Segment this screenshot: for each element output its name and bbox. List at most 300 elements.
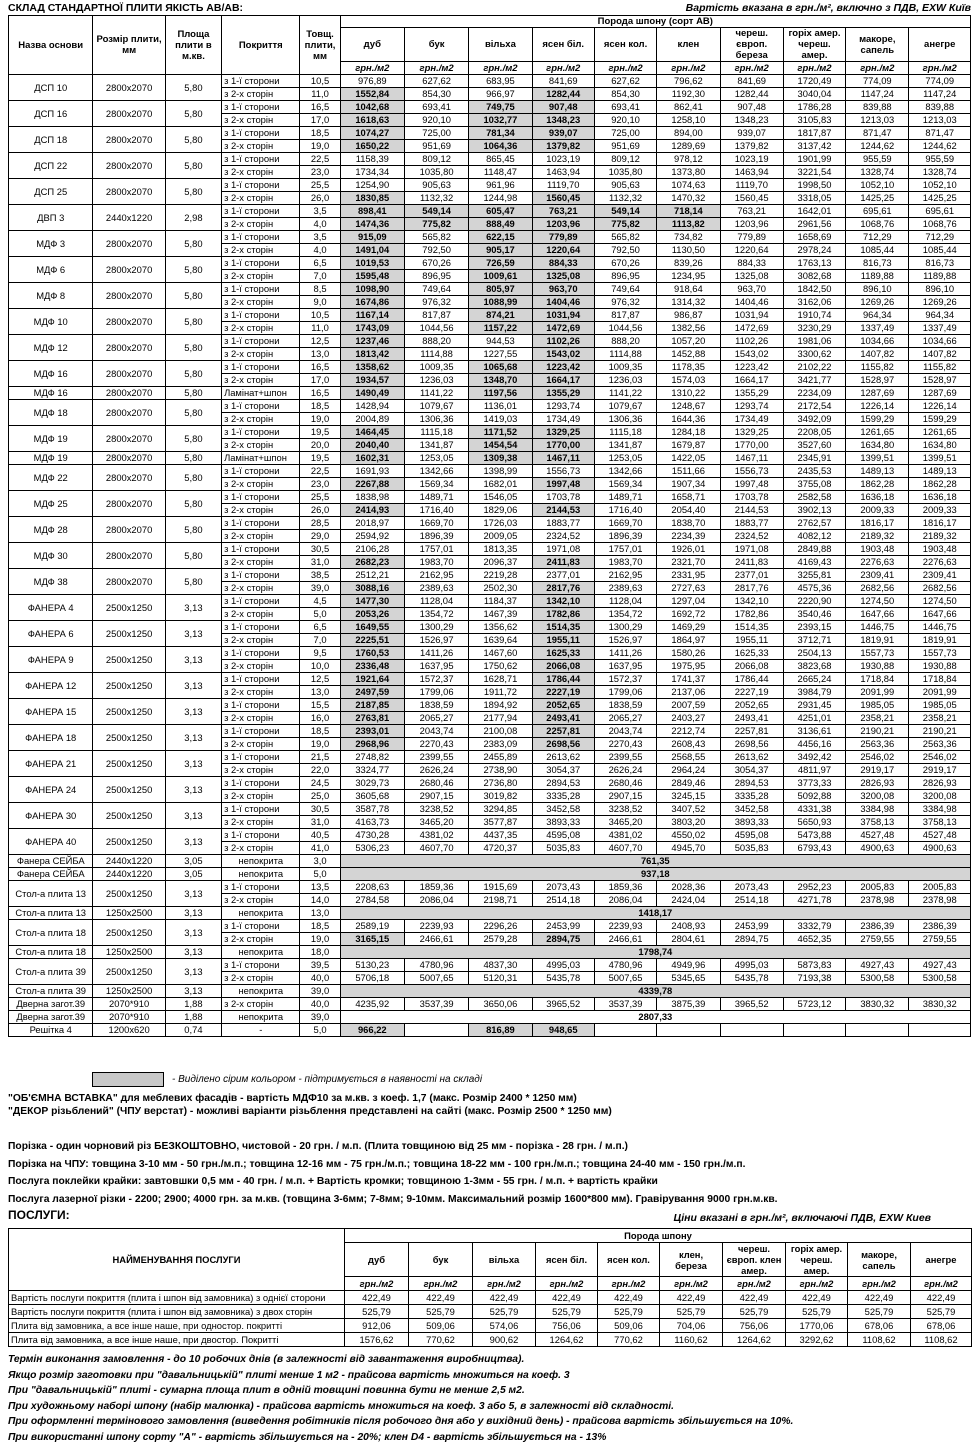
price-cell: 5345,65 xyxy=(657,972,720,985)
price-cell: 1642,01 xyxy=(783,205,845,218)
price-cell: 1716,40 xyxy=(404,504,468,517)
price-cell: 1819,91 xyxy=(909,634,971,647)
sheet-area: 3,13 xyxy=(165,946,221,959)
price-cell: 5092,88 xyxy=(783,790,845,803)
species-header: вільха xyxy=(469,28,532,62)
price-cell: 2894,75 xyxy=(532,933,594,946)
base-name: Стол-а плита 39 xyxy=(9,959,93,985)
price-cell: 1490,49 xyxy=(340,387,404,400)
price-cell: 2106,28 xyxy=(340,543,404,556)
price-cell: 976,32 xyxy=(594,296,656,309)
price-cell: 1552,84 xyxy=(340,88,404,101)
price-cell: 2257,81 xyxy=(532,725,594,738)
price-cell: 4437,35 xyxy=(469,829,532,842)
price-cell: 2187,85 xyxy=(340,699,404,712)
price-cell: 896,95 xyxy=(594,270,656,283)
price-cell: 839,88 xyxy=(846,101,909,114)
price-cell: 1446,75 xyxy=(846,621,909,634)
base-name: ФАНЕРА 30 xyxy=(9,803,93,829)
price-cell: 1901,99 xyxy=(783,153,845,166)
price-cell: 2961,56 xyxy=(783,218,845,231)
price-cell: 2053,26 xyxy=(340,608,404,621)
table-row xyxy=(9,426,971,439)
sheet-area: 3,13 xyxy=(165,959,221,985)
price-cell: 3384,98 xyxy=(846,803,909,816)
price-cell: 1355,29 xyxy=(720,387,783,400)
price-cell: 3238,52 xyxy=(594,803,656,816)
price-cell: 2091,99 xyxy=(909,686,971,699)
price-cell: 1258,10 xyxy=(657,114,720,127)
price-cell: 509,06 xyxy=(598,1319,660,1333)
price-cell: 2234,39 xyxy=(657,530,720,543)
price-cell: 976,89 xyxy=(340,75,404,88)
price-cell: 2212,74 xyxy=(657,725,720,738)
price-cell: 1157,22 xyxy=(469,322,532,335)
price-cell: 1557,73 xyxy=(846,647,909,660)
price-cell: 1203,96 xyxy=(720,218,783,231)
price-cell: 422,49 xyxy=(409,1291,473,1305)
price-cell: 5007,65 xyxy=(404,972,468,985)
price-cell: 1031,94 xyxy=(720,309,783,322)
price-cell: 2389,63 xyxy=(404,582,468,595)
base-name: Дверна загот.39 xyxy=(9,1011,93,1024)
species-header: ясен кол. xyxy=(594,28,656,62)
price-cell: 920,10 xyxy=(404,114,468,127)
coating: з 1-ї сторони xyxy=(222,361,300,374)
price-cell: 1560,45 xyxy=(532,192,594,205)
price-cell: 2052,65 xyxy=(532,699,594,712)
price-cell: 1734,49 xyxy=(532,413,594,426)
price-cell: 2324,52 xyxy=(532,530,594,543)
price-cell: 1236,03 xyxy=(404,374,468,387)
service-row xyxy=(9,1305,972,1319)
base-name: ФАНЕРА 18 xyxy=(9,725,93,751)
price-cell: 1981,06 xyxy=(783,335,845,348)
price-cell: 2190,21 xyxy=(909,725,971,738)
service-name: Вартість послуги покриття (плита і шпон від замовника) з двох сторін xyxy=(9,1305,345,1319)
sheet-size: 2070*910 xyxy=(93,1011,165,1024)
coating: з 1-ї сторони xyxy=(222,75,300,88)
price-cell: 1399,51 xyxy=(909,452,971,465)
base-name: Стол-а плита 18 xyxy=(9,920,93,946)
price-cell: 907,48 xyxy=(532,101,594,114)
price-cell: 2919,17 xyxy=(909,764,971,777)
thickness: 26,0 xyxy=(300,504,340,517)
price-cell: 961,96 xyxy=(469,179,532,192)
price-cell: 2386,39 xyxy=(846,920,909,933)
thickness: 4,0 xyxy=(300,218,340,231)
price-cell: 3221,54 xyxy=(783,166,845,179)
price-cell: 1618,63 xyxy=(340,114,404,127)
price-cell: 1132,32 xyxy=(594,192,656,205)
price-cell: 1862,28 xyxy=(846,478,909,491)
price-cell: 1830,85 xyxy=(340,192,404,205)
price-cell: 2198,71 xyxy=(469,894,532,907)
coating: з 1-ї сторони xyxy=(222,673,300,686)
thickness: 5,0 xyxy=(300,1024,340,1037)
price-cell: 1128,04 xyxy=(404,595,468,608)
coating: з 1-ї сторони xyxy=(222,179,300,192)
table-row xyxy=(9,517,971,530)
price-cell: 1718,84 xyxy=(909,673,971,686)
price-cell: 422,49 xyxy=(536,1291,598,1305)
price-cell: 1293,74 xyxy=(720,400,783,413)
price-cell: 774,09 xyxy=(846,75,909,88)
price-cell: 1489,13 xyxy=(909,465,971,478)
price-cell: 1057,20 xyxy=(657,335,720,348)
price-cell: 3029,73 xyxy=(340,777,404,790)
thickness: 18,5 xyxy=(300,127,340,140)
price-cell: 1467,39 xyxy=(469,608,532,621)
sheet-size: 2800х2070 xyxy=(93,361,165,387)
services-table xyxy=(8,1228,972,1347)
table-row xyxy=(9,699,971,712)
price-cell: 5035,83 xyxy=(720,842,783,855)
sheet-size: 2500х1250 xyxy=(93,829,165,855)
price-cell: 4607,70 xyxy=(404,842,468,855)
price-cell xyxy=(404,1024,468,1037)
price-cell: 964,34 xyxy=(846,309,909,322)
table-row xyxy=(9,868,971,881)
price-cell: 2018,97 xyxy=(340,517,404,530)
sheet-size: 2500х1250 xyxy=(93,751,165,777)
veneer-group-header: Порода шпону xyxy=(345,1229,972,1243)
sheet-area: 5,80 xyxy=(165,335,221,361)
price-cell: 1074,27 xyxy=(340,127,404,140)
base-name: ДСП 25 xyxy=(9,179,93,205)
price-cell: 3452,58 xyxy=(720,803,783,816)
price-cell: 2377,01 xyxy=(532,569,594,582)
coating: - xyxy=(222,1024,300,1037)
price-cell: 2073,43 xyxy=(532,881,594,894)
price-cell: 1114,88 xyxy=(404,348,468,361)
price-cell: 1491,04 xyxy=(340,244,404,257)
price-cell: 2220,90 xyxy=(783,595,845,608)
service-name: Плита від замовника, а все інше наше, при одностор. покритті xyxy=(9,1319,345,1333)
thickness: 12,5 xyxy=(300,335,340,348)
coating: непокрита xyxy=(222,946,300,959)
sheet-area: 3,13 xyxy=(165,803,221,829)
coating: з 1-ї сторони xyxy=(222,335,300,348)
base-name: МДФ 22 xyxy=(9,465,93,491)
coating: з 2-х сторін xyxy=(222,296,300,309)
price-cell: 3758,13 xyxy=(909,816,971,829)
thickness: 25,5 xyxy=(300,491,340,504)
price-cell: 1227,55 xyxy=(469,348,532,361)
price-cell: 2665,24 xyxy=(783,673,845,686)
price-cell: 4169,43 xyxy=(783,556,845,569)
base-name: МДФ 28 xyxy=(9,517,93,543)
price-cell: 1034,66 xyxy=(909,335,971,348)
price-cell: 1213,03 xyxy=(909,114,971,127)
price-cell: 3650,06 xyxy=(469,998,532,1011)
thickness: 5,0 xyxy=(300,608,340,621)
base-name: Стол-а плита 18 xyxy=(9,946,93,959)
col-size-header: Розмір плити, мм xyxy=(93,16,165,75)
price-cell: 2682,56 xyxy=(846,582,909,595)
price-cell: 1325,08 xyxy=(532,270,594,283)
price-cell: 2162,95 xyxy=(404,569,468,582)
price-cell: 865,45 xyxy=(469,153,532,166)
price-cell: 1896,39 xyxy=(594,530,656,543)
base-name: МДФ 38 xyxy=(9,569,93,595)
thickness: 19,5 xyxy=(300,426,340,439)
price-cell: 1763,13 xyxy=(783,257,845,270)
table-row xyxy=(9,153,971,166)
price-cell: 1171,52 xyxy=(469,426,532,439)
price-cell: 920,10 xyxy=(594,114,656,127)
price-cell: 627,62 xyxy=(404,75,468,88)
legend-swatch xyxy=(92,1072,164,1087)
sheet-size: 2440х1220 xyxy=(93,868,165,881)
price-cell: 1141,22 xyxy=(404,387,468,400)
price-cell: 2065,27 xyxy=(404,712,468,725)
price-cell: 4927,43 xyxy=(846,959,909,972)
price-cell: 3587,78 xyxy=(340,803,404,816)
price-cell: 1136,01 xyxy=(469,400,532,413)
unit-cell: грн./м2 xyxy=(660,1277,723,1291)
unit-cell: грн./м2 xyxy=(536,1277,598,1291)
coating: з 2-х сторін xyxy=(222,374,300,387)
table-row xyxy=(9,335,971,348)
thickness: 31,0 xyxy=(300,556,340,569)
base-name: МДФ 6 xyxy=(9,257,93,283)
price-cell: 725,00 xyxy=(594,127,656,140)
price-cell: 854,30 xyxy=(404,88,468,101)
price-cell: 1599,29 xyxy=(909,413,971,426)
price-cell: 1734,49 xyxy=(720,413,783,426)
price-cell: 3830,32 xyxy=(909,998,971,1011)
thickness: 22,5 xyxy=(300,153,340,166)
price-cell: 3318,05 xyxy=(783,192,845,205)
price-cell: 2466,61 xyxy=(404,933,468,946)
note-line: Порізка на ЧПУ: товщина 3-10 мм - 50 грн./м.п.; товщина 12-16 мм - 75 грн./м.п.; товщина 18-22 мм - 100 грн./м.п.; товщина 24-40 мм - 150 грн./м.п. xyxy=(8,1156,778,1174)
price-cell: 1342,66 xyxy=(404,465,468,478)
species-header: анегре xyxy=(909,28,971,62)
price-cell: 1682,01 xyxy=(469,478,532,491)
price-cell: 1985,05 xyxy=(909,699,971,712)
price-cell: 1838,59 xyxy=(594,699,656,712)
price-cell: 3492,09 xyxy=(783,413,845,426)
coating: з 1-ї сторони xyxy=(222,231,300,244)
uncoated-price: 1418,17 xyxy=(340,907,970,920)
base-name: МДФ 19 xyxy=(9,452,93,465)
price-cell: 1786,44 xyxy=(720,673,783,686)
price-cell: 1467,11 xyxy=(532,452,594,465)
price-cell: 1569,34 xyxy=(404,478,468,491)
unit-cell: грн./м2 xyxy=(469,62,532,75)
price-cell: 841,69 xyxy=(720,75,783,88)
price-cell: 3200,08 xyxy=(846,790,909,803)
price-cell: 1511,66 xyxy=(657,465,720,478)
price-cell: 1813,35 xyxy=(469,543,532,556)
price-cell: 1293,74 xyxy=(532,400,594,413)
price-cell: 1009,35 xyxy=(404,361,468,374)
price-cell: 1983,70 xyxy=(594,556,656,569)
sheet-area: 3,13 xyxy=(165,777,221,803)
thickness: 4,5 xyxy=(300,595,340,608)
price-cell: 2005,83 xyxy=(846,881,909,894)
price-cell: 2358,21 xyxy=(846,712,909,725)
price-cell: 4575,36 xyxy=(783,582,845,595)
price-cell: 1467,11 xyxy=(720,452,783,465)
price-cell: 2225,51 xyxy=(340,634,404,647)
table-row xyxy=(9,985,971,998)
price-cell: 1113,82 xyxy=(657,218,720,231)
price-cell: 5300,58 xyxy=(909,972,971,985)
price-cell: 907,48 xyxy=(720,101,783,114)
sheet-area: 5,80 xyxy=(165,517,221,543)
thickness: 25,5 xyxy=(300,179,340,192)
coating: з 2-х сторін xyxy=(222,582,300,595)
price-cell: 2826,93 xyxy=(846,777,909,790)
sheet-size: 2800х2070 xyxy=(93,387,165,400)
price-cell: 2964,24 xyxy=(657,764,720,777)
thickness: 19,0 xyxy=(300,933,340,946)
price-cell: 4927,43 xyxy=(909,959,971,972)
price-cell: 1983,70 xyxy=(404,556,468,569)
price-cell: 1009,61 xyxy=(469,270,532,283)
price-cell: 1454,54 xyxy=(469,439,532,452)
price-cell: 1477,30 xyxy=(340,595,404,608)
price-cell: 627,62 xyxy=(594,75,656,88)
base-name: МДФ 10 xyxy=(9,309,93,335)
species-header: вільха xyxy=(473,1243,536,1277)
price-cell xyxy=(783,1024,845,1037)
price-cell: 1197,56 xyxy=(469,387,532,400)
thickness: 13,5 xyxy=(300,881,340,894)
price-cell: 1625,33 xyxy=(532,647,594,660)
table-row xyxy=(9,595,971,608)
price-cell: 525,79 xyxy=(660,1305,723,1319)
unit-cell: грн./м2 xyxy=(911,1277,972,1291)
price-cell: 1930,88 xyxy=(846,660,909,673)
price-cell: 1253,05 xyxy=(404,452,468,465)
sheet-size: 2070*910 xyxy=(93,998,165,1011)
price-cell: 3984,79 xyxy=(783,686,845,699)
sheet-size: 2800х2070 xyxy=(93,283,165,309)
price-cell: 1703,78 xyxy=(720,491,783,504)
price-cell: 5873,83 xyxy=(783,959,845,972)
uncoated-price: 1798,74 xyxy=(340,946,970,959)
price-cell: 871,47 xyxy=(909,127,971,140)
price-cell: 1306,36 xyxy=(594,413,656,426)
price-cell: 525,79 xyxy=(848,1305,911,1319)
price-cell: 4995,03 xyxy=(720,959,783,972)
price-cell: 944,53 xyxy=(469,335,532,348)
price-cell: 1358,62 xyxy=(340,361,404,374)
price-cell: 1757,01 xyxy=(594,543,656,556)
price-cell: 1085,44 xyxy=(909,244,971,257)
sheet-area: 2,98 xyxy=(165,205,221,231)
coating: з 2-х сторін xyxy=(222,556,300,569)
price-cell: 1309,38 xyxy=(469,452,532,465)
base-name: Фанера СЕЙБА xyxy=(9,855,93,868)
price-cell: 862,41 xyxy=(657,101,720,114)
price-cell: 809,12 xyxy=(594,153,656,166)
price-cell: 1813,42 xyxy=(340,348,404,361)
price-cell: 1489,71 xyxy=(594,491,656,504)
price-cell: 809,12 xyxy=(404,153,468,166)
price-cell: 3537,39 xyxy=(594,998,656,1011)
table-row xyxy=(9,491,971,504)
thickness: 38,5 xyxy=(300,569,340,582)
base-name: ФАНЕРА 15 xyxy=(9,699,93,725)
price-cell: 565,82 xyxy=(594,231,656,244)
coating: з 1-ї сторони xyxy=(222,426,300,439)
thickness: 12,5 xyxy=(300,673,340,686)
price-cell: 898,41 xyxy=(340,205,404,218)
unit-cell: грн./м2 xyxy=(532,62,594,75)
price-cell: 1248,67 xyxy=(657,400,720,413)
price-cell: 888,20 xyxy=(594,335,656,348)
price-cell: 1034,66 xyxy=(846,335,909,348)
table-row xyxy=(9,309,971,322)
price-cell: 5130,23 xyxy=(340,959,404,972)
sheet-area: 3,13 xyxy=(165,699,221,725)
price-cell: 2613,62 xyxy=(720,751,783,764)
price-cell: 896,95 xyxy=(404,270,468,283)
price-cell: 2594,92 xyxy=(340,530,404,543)
price-cell: 2009,05 xyxy=(469,530,532,543)
price-cell: 900,62 xyxy=(473,1333,536,1347)
price-cell: 2453,99 xyxy=(720,920,783,933)
sheet-size: 2500х1250 xyxy=(93,699,165,725)
price-cell: 756,06 xyxy=(536,1319,598,1333)
price-cell: 905,63 xyxy=(404,179,468,192)
price-cell: 1264,62 xyxy=(723,1333,786,1347)
price-cell: 3332,79 xyxy=(783,920,845,933)
price-cell: 2399,55 xyxy=(594,751,656,764)
thickness: 24,5 xyxy=(300,777,340,790)
price-cell: 1148,47 xyxy=(469,166,532,179)
coating: з 2-х сторін xyxy=(222,218,300,231)
price-cell: 966,22 xyxy=(340,1024,404,1037)
price-cell: 2762,57 xyxy=(783,517,845,530)
price-cell: 4163,73 xyxy=(340,816,404,829)
price-cell: 1782,86 xyxy=(532,608,594,621)
price-cell: 1674,86 xyxy=(340,296,404,309)
price-cell: 1119,70 xyxy=(532,179,594,192)
price-cell: 1287,69 xyxy=(846,387,909,400)
sheet-area: 5,80 xyxy=(165,361,221,387)
table-row xyxy=(9,673,971,686)
coating: з 1-ї сторони xyxy=(222,543,300,556)
table-row xyxy=(9,1011,971,1024)
price-cell: 3335,28 xyxy=(720,790,783,803)
price-cell: 1289,69 xyxy=(657,140,720,153)
price-cell: 2009,33 xyxy=(846,504,909,517)
coating: з 2-х сторін xyxy=(222,114,300,127)
price-cell: 749,75 xyxy=(469,101,532,114)
price-cell: 1514,35 xyxy=(720,621,783,634)
price-cell: 2759,55 xyxy=(846,933,909,946)
price-cell: 2336,48 xyxy=(340,660,404,673)
price-cell: 964,34 xyxy=(909,309,971,322)
thickness: 20,0 xyxy=(300,439,340,452)
footnote: При "давальницькій" плиті - сумарна площа плит в одній товщині повинна бути не менше 2,5 м2. xyxy=(8,1383,793,1399)
price-cell: 3407,52 xyxy=(657,803,720,816)
price-cell: 2698,56 xyxy=(720,738,783,751)
thickness: 40,0 xyxy=(300,998,340,1011)
sheet-area: 5,80 xyxy=(165,387,221,400)
price-cell: 2738,90 xyxy=(469,764,532,777)
price-cell: 4720,37 xyxy=(469,842,532,855)
col-area-header: Площа плити в м.кв. xyxy=(165,16,221,75)
price-cell: 2270,43 xyxy=(404,738,468,751)
thickness: 40,0 xyxy=(300,972,340,985)
price-cell: 1031,94 xyxy=(532,309,594,322)
